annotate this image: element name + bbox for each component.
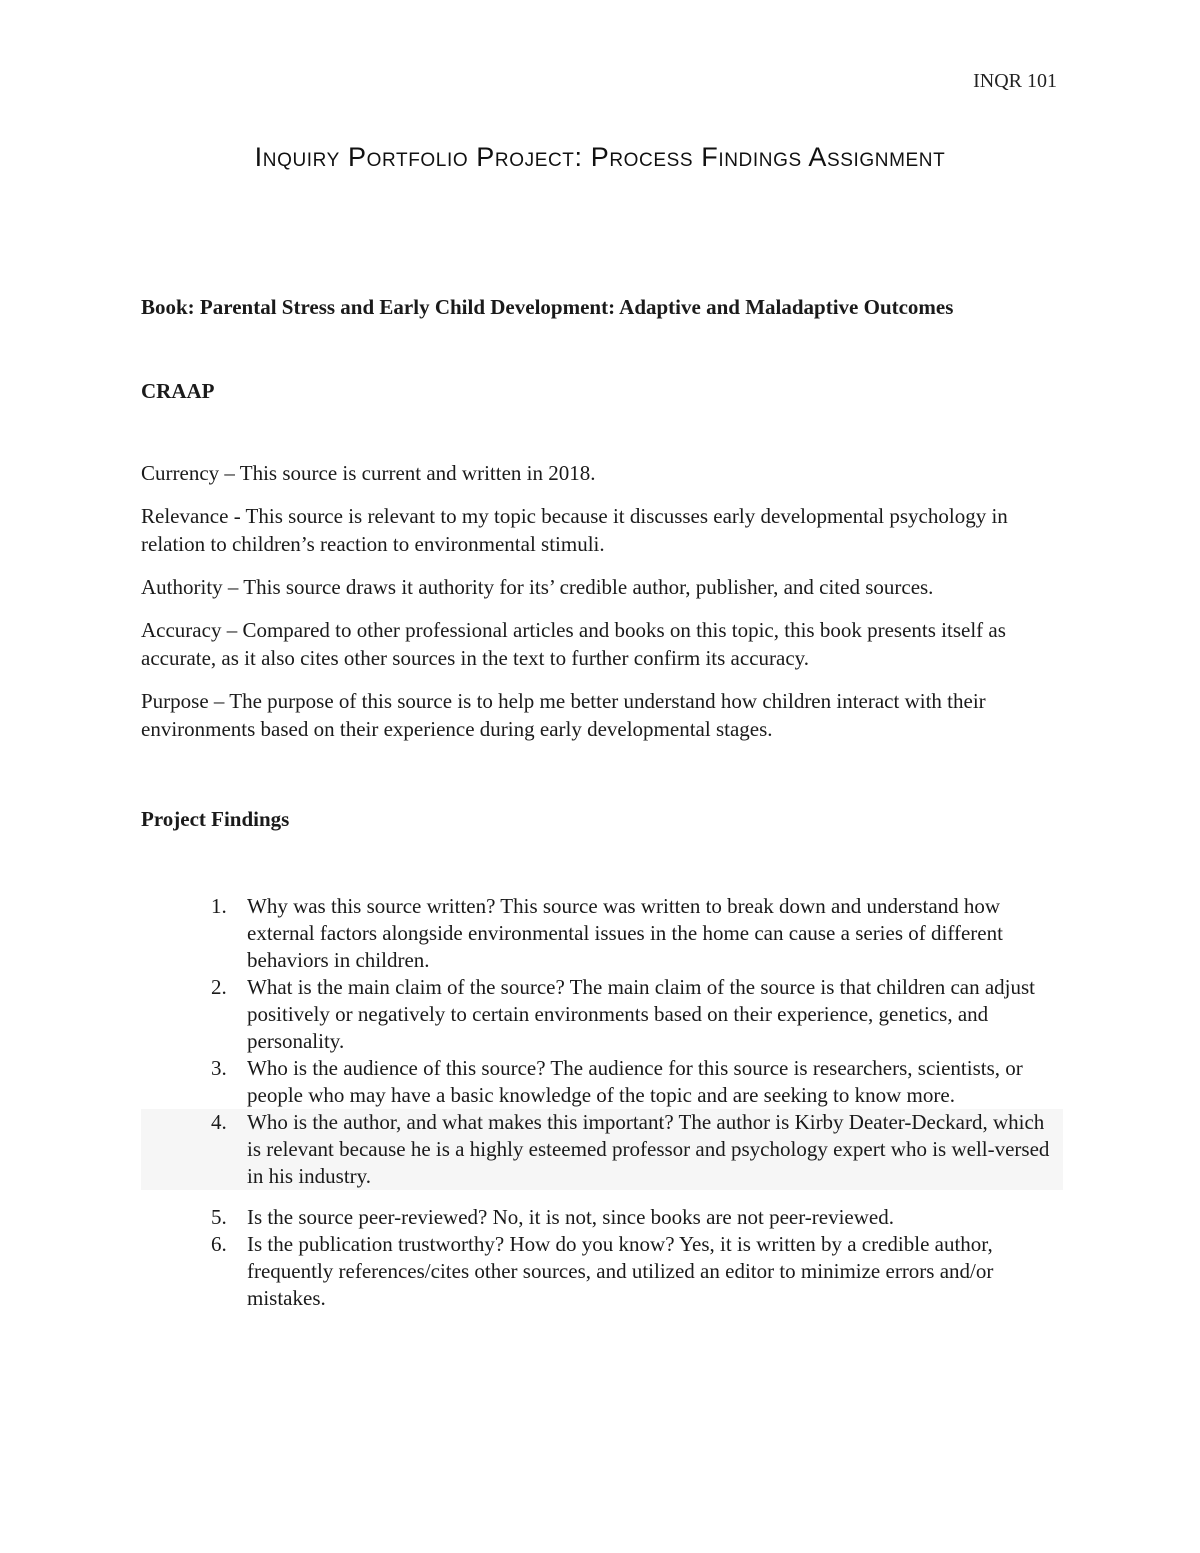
list-number: 5. [211, 1205, 227, 1229]
book-title-line: Book: Parental Stress and Early Child Development: Adaptive and Maladaptive Outcomes [141, 295, 954, 319]
document-title: Inquiry Portfolio Project: Process Findings Assignment [254, 142, 946, 172]
findings-list [141, 893, 1061, 1312]
list-item [141, 1204, 1061, 1231]
craap-item-currency: Currency – This source is current and written in 2018. [141, 461, 596, 485]
list-number: 4. [211, 1110, 227, 1134]
list-number: 1. [211, 894, 227, 918]
craap-item-authority: Authority – This source draws it authority for its’ credible author, publisher, and cited sources. [141, 575, 934, 599]
craap-item-accuracy: Accuracy – Compared to other professional articles and books on this topic, this book presents itself as accurate, as it also cites other sources in the text to further confirm its accuracy. [141, 618, 1006, 670]
craap-item-relevance: Relevance - This source is relevant to my topic because it discusses early developmental psychology in relation to children’s reaction to environmental stimuli. [141, 504, 1008, 556]
list-item-text: Why was this source written? This source was written to break down and understand how external factors alongside environmental issues in the home can cause a series of different behaviors in children. [247, 894, 1003, 972]
list-item-text: What is the main claim of the source? The main claim of the source is that children can adjust positively or negatively to certain environments based on their experience, genetics, and personality. [247, 975, 1036, 1053]
craap-heading: CRAAP [141, 379, 215, 403]
course-code-header: INQR 101 [973, 70, 1057, 92]
project-findings-heading: Project Findings [141, 807, 290, 831]
list-item [141, 893, 1061, 974]
list-item-text: Is the publication trustworthy? How do you know? Yes, it is written by a credible author, frequently references/cites other sources, and utilized an editor to minimize errors and/or mistakes. [247, 1232, 994, 1310]
list-item-text: Who is the author, and what makes this important? The author is Kirby Deater-Deckard, which is relevant because he is a highly esteemed professor and psychology expert who is well-versed in his industry. [247, 1110, 1050, 1188]
list-number: 2. [211, 975, 227, 999]
list-item [141, 974, 1061, 1055]
list-number: 3. [211, 1056, 227, 1080]
document-body [141, 293, 1061, 1312]
list-item [141, 1231, 1061, 1312]
list-item-text: Is the source peer-reviewed? No, it is not, since books are not peer-reviewed. [247, 1205, 894, 1229]
list-item [141, 1055, 1061, 1109]
craap-item-purpose: Purpose – The purpose of this source is to help me better understand how children interact with their environments based on their experience during early developmental stages. [141, 689, 986, 741]
list-item [141, 1109, 1063, 1190]
craap-list [141, 459, 1061, 743]
list-item-text: Who is the audience of this source? The audience for this source is researchers, scientists, or people who may have a basic knowledge of the topic and are seeking to know more. [247, 1056, 1023, 1107]
list-number: 6. [211, 1232, 227, 1256]
